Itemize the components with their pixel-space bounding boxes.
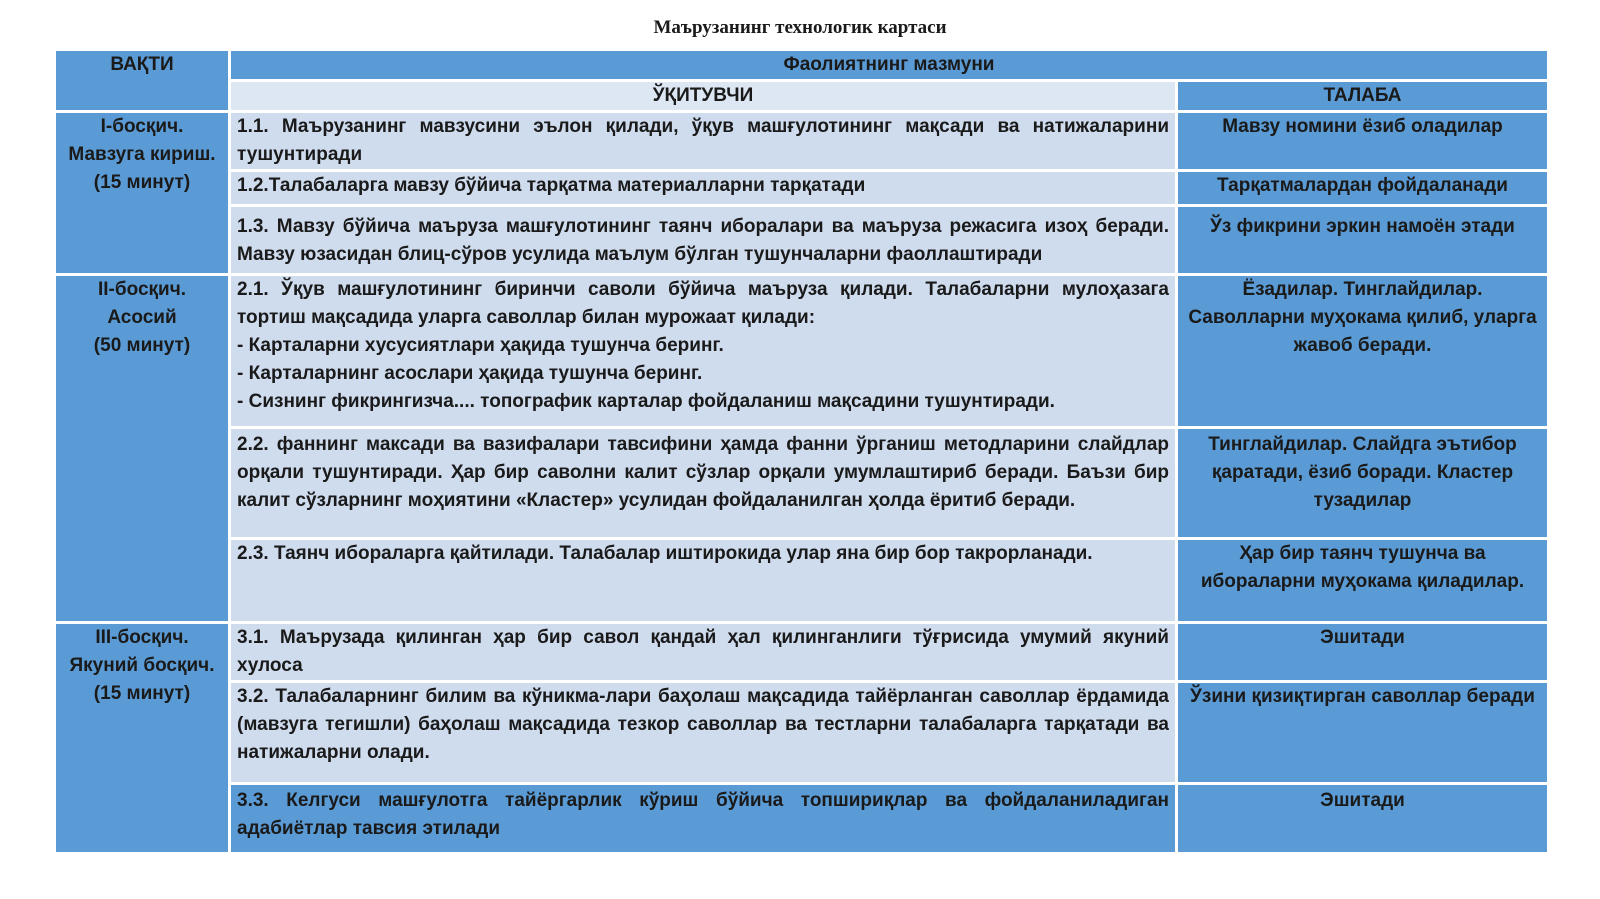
header-time: ВАҚТИ (55, 50, 230, 112)
teacher-activity-3-2: 3.2. Талабаларнинг билим ва кўникма-лари баҳолаш мақсадида тайёрланган саволлар ёрдамида (мавзуга тегишли) баҳолаш мақсадида тезкор саволлар ва тестларни талабаларга тарқатади ва натижаларни олади. (230, 682, 1177, 784)
student-activity-1-3: Ўз фикрини эркин намоён этади (1177, 206, 1549, 275)
teacher-activity-2-1 (230, 275, 1177, 428)
teacher-activity-2-1-question-2: - Карталарнинг асослари ҳақида тушунча беринг. (237, 363, 703, 384)
stage-1-duration: (15 минут) (93, 172, 191, 193)
stage-1-label (55, 112, 230, 275)
student-activity-2-3: Ҳар бир таянч тушунча ва ибораларни муҳокама қиладилар. (1177, 539, 1549, 623)
teacher-activity-3-3: 3.3. Келгуси машғулотга тайёргарлик кўриш бўйича топшириқлар ва фойдаланиладиган адабиётлар тавсия этилади (230, 784, 1177, 854)
student-activity-3-2: Ўзини қизиқтирган саволлар беради (1177, 682, 1549, 784)
teacher-activity-2-1-intro: 2.1. Ўқув машғулотининг биринчи саволи бўйича маъруза қилади. Талабаларни мулоҳазага тортиш мақсадида уларга саволлар билан мурожаат қилади: (237, 279, 1169, 328)
teacher-activity-2-3: 2.3. Таянч ибораларга қайтилади. Талабалар иштирокида улар яна бир бор такрорланади. (230, 539, 1177, 623)
header-activity-content: Фаолиятнинг мазмуни (230, 50, 1549, 81)
teacher-activity-1-3: 1.3. Мавзу бўйича маъруза машғулотининг таянч иборалари ва маъруза режасига изоҳ беради. Мавзу юзасидан блиц-сўров усулида маълум бўлган тушунчаларни фаоллаштиради (230, 206, 1177, 275)
teacher-activity-2-2: 2.2. фаннинг максади ва вазифалари тавсифини ҳамда фанни ўрганиш методларини слайдлар орқали тушунтиради. Ҳар бир саволни калит сўзлар орқали умумлаштириб беради. Баъзи бир калит сўзларнинг моҳиятини «Кластер» усулидан фойдаланилган ҳолда ёритиб беради. (230, 428, 1177, 539)
stage-3-label (55, 623, 230, 854)
stage-3-subtitle: Якуний босқич. (69, 655, 215, 676)
teacher-activity-2-1-question-3: - Сизнинг фикрингизча.... топографик карталар фойдаланиш мақсадини тушунтиради. (237, 391, 1055, 412)
stage-1-title: I-босқич. (100, 116, 184, 137)
page-title: Маърузанинг технологик картаси (653, 17, 947, 38)
student-activity-2-2: Тинглайдилар. Слайдга эътибор қаратади, ёзиб боради. Кластер тузадилар (1177, 428, 1549, 539)
lecture-tech-card-table (53, 48, 1550, 855)
stage-1-subtitle: Мавзуга кириш. (68, 144, 216, 165)
header-teacher: ЎҚИТУВЧИ (230, 81, 1177, 112)
teacher-activity-2-1-question-1: - Карталарни хусусиятлари ҳақида тушунча беринг. (237, 335, 724, 356)
student-activity-3-1: Эшитади (1177, 623, 1549, 682)
teacher-activity-3-1: 3.1. Маърузада қилинган ҳар бир савол қандай ҳал қилинганлиги тўғрисида умумий якуний хулоса (230, 623, 1177, 682)
student-activity-3-3: Эшитади (1177, 784, 1549, 854)
header-student: ТАЛАБА (1177, 81, 1549, 112)
student-activity-2-1: Ёзадилар. Тинглайдилар. Саволларни муҳокама қилиб, уларга жавоб беради. (1177, 275, 1549, 428)
stage-2-subtitle: Асосий (107, 307, 177, 328)
stage-2-title: II-босқич. (97, 279, 187, 300)
teacher-activity-1-1: 1.1. Маърузанинг мавзусини эълон қилади, ўқув машғулотининг мақсади ва натижаларини тушунтиради (230, 112, 1177, 171)
stage-2-label (55, 275, 230, 623)
stage-3-duration: (15 минут) (93, 683, 191, 704)
student-activity-1-1: Мавзу номини ёзиб оладилар (1177, 112, 1549, 171)
student-activity-1-2: Тарқатмалардан фойдаланади (1177, 171, 1549, 206)
stage-3-title: III-босқич. (95, 627, 189, 648)
stage-2-duration: (50 минут) (93, 335, 191, 356)
teacher-activity-1-2: 1.2.Талабаларга мавзу бўйича тарқатма материалларни тарқатади (230, 171, 1177, 206)
